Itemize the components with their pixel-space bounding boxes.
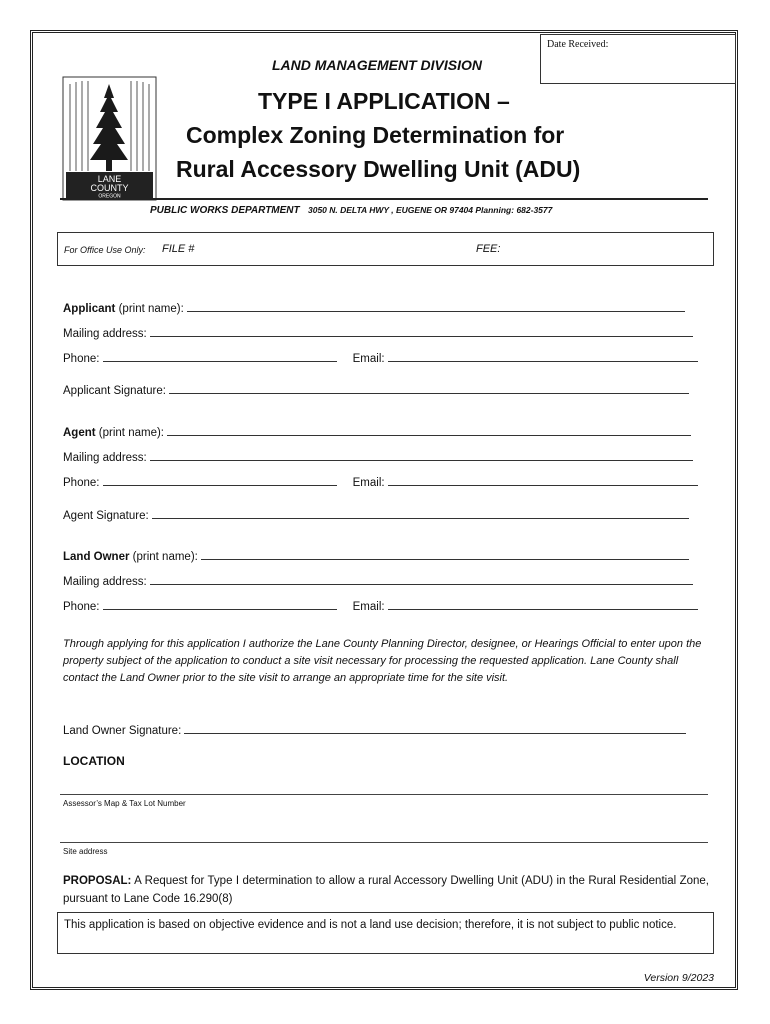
logo-text-county: COUNTY: [90, 183, 129, 193]
owner-name-field[interactable]: [201, 548, 689, 560]
owner-contact-row: [63, 598, 698, 613]
applicant-name-suffix: (print name):: [118, 303, 184, 315]
applicant-signature-field[interactable]: [169, 382, 689, 394]
proposal-body: A Request for Type I determination to allow a rural Accessory Dwelling Unit (ADU) in the Rural Residential Zone, pursuant to Lane Code 16.290(8): [63, 875, 709, 905]
owner-email-field[interactable]: [388, 598, 698, 610]
applicant-email-field[interactable]: [388, 350, 698, 362]
applicant-email-label: Email:: [352, 353, 385, 365]
applicant-mailing-label: Mailing address:: [63, 328, 147, 340]
owner-signature-field[interactable]: [184, 722, 686, 734]
applicant-name-row: [63, 300, 685, 315]
applicant-phone-label: Phone:: [63, 353, 100, 365]
owner-mailing-label: Mailing address:: [63, 576, 147, 588]
form-title: TYPE I APPLICATION –: [258, 88, 510, 114]
applicant-label: Applicant: [63, 303, 116, 315]
agent-contact-row: [63, 474, 698, 489]
agent-email-field[interactable]: [388, 474, 698, 486]
agent-mailing-row: [63, 449, 693, 464]
owner-phone-label: Phone:: [63, 601, 100, 613]
department-line: [150, 205, 552, 216]
notice-box: This application is based on objective evidence and is not a land use decision; therefore, it is not subject to public notice.: [57, 912, 714, 954]
office-use-box: [57, 232, 714, 266]
office-use-label: For Office Use Only:: [64, 245, 146, 255]
form-subtitle-2: Rural Accessory Dwelling Unit (ADU): [176, 156, 581, 182]
owner-email-label: Email:: [352, 601, 385, 613]
version-label: Version 9/2023: [643, 972, 714, 984]
owner-mailing-row: [63, 573, 693, 588]
agent-signature-field[interactable]: [152, 507, 689, 519]
agent-name-field[interactable]: [167, 424, 691, 436]
agent-signature-row: [63, 507, 689, 522]
proposal-label: PROPOSAL:: [63, 875, 132, 887]
header-rule: [60, 198, 708, 200]
division-title: LAND MANAGEMENT DIVISION: [272, 57, 482, 73]
agent-name-suffix: (print name):: [98, 427, 164, 439]
applicant-mailing-row: [63, 325, 693, 340]
applicant-contact-row: [63, 350, 698, 365]
applicant-name-field[interactable]: [187, 300, 685, 312]
owner-signature-label: Land Owner Signature:: [63, 725, 182, 737]
applicant-phone-field[interactable]: [103, 350, 337, 362]
map-taxlot-field[interactable]: [60, 794, 708, 795]
owner-name-row: [63, 548, 689, 563]
agent-email-label: Email:: [352, 477, 385, 489]
owner-name-suffix: (print name):: [132, 551, 198, 563]
agent-phone-label: Phone:: [63, 477, 100, 489]
agent-mailing-field[interactable]: [150, 449, 693, 461]
department-name: PUBLIC WORKS DEPARTMENT: [150, 205, 300, 216]
owner-phone-field[interactable]: [103, 598, 337, 610]
owner-label: Land Owner: [63, 551, 130, 563]
logo-text-oregon: OREGON: [98, 193, 121, 200]
date-received-label: Date Received:: [547, 39, 609, 50]
lane-county-logo: [62, 76, 157, 201]
file-number-label: FILE #: [162, 243, 195, 255]
map-taxlot-label: Assessor’s Map & Tax Lot Number: [63, 799, 186, 808]
proposal-text: [63, 872, 709, 908]
date-received-box[interactable]: [540, 34, 736, 84]
agent-name-row: [63, 424, 691, 439]
location-heading: LOCATION: [63, 754, 125, 768]
agent-mailing-label: Mailing address:: [63, 452, 147, 464]
logo-text-lane: LANE: [97, 174, 122, 184]
agent-label: Agent: [63, 427, 96, 439]
department-address: 3050 N. DELTA HWY , EUGENE OR 97404 Planning: 682-3577: [307, 205, 553, 215]
applicant-signature-label: Applicant Signature:: [63, 385, 166, 397]
agent-signature-label: Agent Signature:: [63, 510, 149, 522]
agent-phone-field[interactable]: [103, 474, 337, 486]
owner-signature-row: [63, 722, 686, 737]
authorization-statement: Through applying for this application I authorize the Lane County Planning Director, designee, or Hearings Official to enter upon the property subject of the application to conduct a site visit necessary for processing the requested application. Lane County shall contact the Land Owner prior to the site visit to arrange an appropriate time for the site visit.: [63, 638, 702, 684]
owner-mailing-field[interactable]: [150, 573, 693, 585]
site-address-label: Site address: [63, 847, 108, 856]
applicant-mailing-field[interactable]: [150, 325, 693, 337]
applicant-signature-row: [63, 382, 689, 397]
form-subtitle-1: Complex Zoning Determination for: [186, 122, 565, 148]
site-address-field[interactable]: [60, 842, 708, 843]
fee-label: FEE:: [476, 243, 501, 255]
